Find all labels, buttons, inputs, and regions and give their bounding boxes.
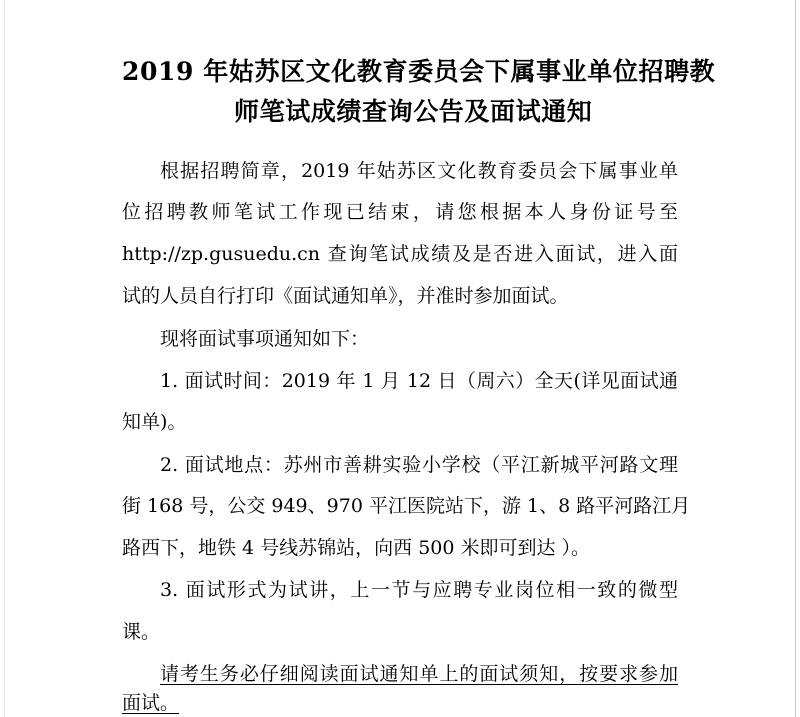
title-line-1: 2019 年姑苏区文化教育委员会下属事业单位招聘教 — [122, 57, 716, 86]
reminder-line-2: 面试。 — [122, 692, 180, 714]
page-left-edge — [4, 0, 5, 717]
item2-line-2: 街 168 号，公交 949、970 平江医院站下，游 1、8 路平河路江月 — [122, 495, 691, 517]
intro-line-4: 试的人员自行打印《面试通知单》，并准时参加面试。 — [122, 285, 569, 307]
item1-line-1: 1. 面试时间：2019 年 1 月 12 日（周六）全天(详见面试通 — [160, 370, 678, 392]
title-line-2: 师笔试成绩查询公告及面试通知 — [234, 97, 593, 126]
intro-line-1: 根据招聘简章，2019 年姑苏区文化教育委员会下属事业单 — [160, 160, 678, 182]
page-right-edge — [795, 0, 796, 717]
intro-line-3: http://zp.gusuedu.cn 查询笔试成绩及是否进入面试，进入面 — [122, 243, 678, 265]
item2-line-1: 2. 面试地点：苏州市善耕实验小学校（平江新城平河路文理 — [160, 454, 678, 476]
item2-line-3: 路西下，地铁 4 号线苏锦站，向西 500 米即可到达 ）。 — [122, 537, 591, 559]
reminder-line-1: 请考生务必仔细阅读面试通知单上的面试须知，按要求参加 — [160, 663, 678, 685]
item3-line-1: 3. 面试形式为试讲，上一节与应聘专业岗位相一致的微型 — [160, 579, 678, 601]
item3-line-2: 课。 — [122, 621, 161, 643]
item1-line-2: 知单)。 — [122, 411, 187, 433]
intro-line-2: 位招聘教师笔试工作现已结束，请您根据本人身份证号至 — [122, 201, 678, 223]
notice-intro: 现将面试事项通知如下： — [160, 328, 370, 350]
